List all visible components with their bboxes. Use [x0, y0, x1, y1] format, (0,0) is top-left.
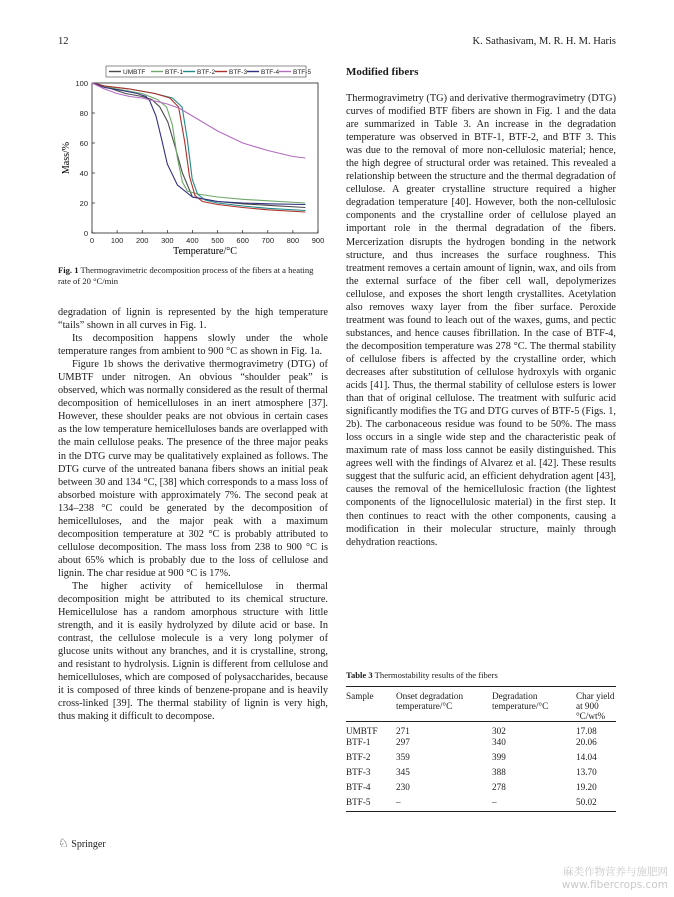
right-column [346, 66, 616, 549]
x-tick-label: 500 [211, 236, 224, 245]
series-line-btf-4 [92, 83, 305, 205]
y-axis-label: Mass/% [61, 141, 72, 175]
table-cell: 50.02 [576, 796, 597, 807]
table-row [346, 767, 616, 782]
right-paragraph-1: Thermogravimetry (TG) and derivative thermogravimetry (DTG) curves of modified BTF fibers are shown in Fig. 1 and the data are summarized in Table 3. An increase in the degradation temperature was observed in BTF-1, BTF-2, and BTF 3. This was due to the removal of more non-cellulosic material; hence, the high degree of structural order was retained. This revealed a relationship between the structure and the thermal degradation of cellulose. A greater crystalline structure required a higher degradation temperature [40]. However, both the non-cellulosic components and the crystalline order of cellulose played an important role in the thermal degradation of the fibers. Mercerization disrupts the hydrogen bonding in the network structure, and thus increases the surface roughness. This treatment removes a certain amount of lignin, wax, and oils from the external surface of the fiber cell wall, depolymerizes cellulose, and exposes the short length crystallites. Acetylation also removes waxy layer from the fiber surface. Peroxide treatment was found to leach out of the waxes, gums, and pectic substances, and hence causes fibrillation. In the case of BTF-4, the decomposition temperature was 278 °C. The thermal stability of cellulose fibers is affected by the crystalline order, which decreases after substitution of cellulose hydroxyls with organic acids [41]. Thus, the thermal stability of cellulose esters is lower than that of original cellulose. The treatment with sulfuric acid significantly modifies the TG and DTG curves of BTF-5 (Figs. 1, 2b). The carbonaceous residue was found to be 50%. The mass loss occurs in a single wide step and the characteristic peak of maximum rate of mass loss cannot be easily distinguished. This agrees well with the findings of Alvarez et al. [42]. These results suggest that the sulfuric acid, an efficient dehydration agent [43], causes the removal of the hemicellulosic fraction (the lightest components of the lignocellulosic material) in the first step. It then continues to react with the other components, causing a modification in their molecular structure, mainly through dehydration reactions. [346, 93, 616, 548]
table3-caption-label: Table 3 [346, 670, 373, 680]
legend-label: UMBTF [123, 69, 146, 76]
publisher-name: Springer [71, 839, 106, 850]
series-line-btf-5 [92, 83, 305, 158]
publisher-footer [58, 836, 106, 851]
fig1-tg-chart [56, 62, 338, 260]
table-header: Char yield at 900 °C/wt% [576, 691, 615, 721]
series-line-btf-1 [92, 83, 305, 203]
y-tick-label: 100 [75, 79, 88, 88]
left-column [58, 306, 328, 724]
table-cell: 271 [396, 726, 410, 736]
table-cell: 399 [492, 751, 506, 762]
table-cell: 19.20 [576, 781, 597, 792]
y-tick-label: 0 [83, 229, 88, 238]
page-number: 12 [58, 36, 69, 47]
table-cell: 388 [492, 766, 506, 777]
left-paragraph-2: Its decomposition happens slowly under the whole temperature ranges from ambient to 900 °C as shown in Fig. 1a. [58, 333, 328, 358]
x-tick-label: 800 [286, 236, 300, 245]
table3-caption-text: Thermostability results of the fibers [372, 670, 498, 680]
table-cell: 302 [492, 726, 506, 736]
legend-label: BTF-4 [261, 69, 280, 76]
x-tick-label: 600 [236, 236, 249, 245]
table-cell: 13.70 [576, 766, 597, 777]
y-tick-label: 80 [79, 109, 88, 118]
table-header: Sample [346, 691, 374, 701]
y-tick-label: 20 [79, 199, 88, 208]
watermark-cn: 麻类作物营养与施肥网 [563, 866, 668, 878]
table-cell: 297 [396, 736, 410, 747]
table-cell: BTF-1 [346, 736, 371, 747]
x-tick-label: 300 [161, 236, 174, 245]
chart-legend [106, 66, 311, 77]
x-tick-label: 900 [311, 236, 325, 245]
table-cell: 14.04 [576, 751, 597, 762]
x-axis-label: Temperature/°C [173, 246, 237, 257]
x-tick-label: 200 [135, 236, 149, 245]
table-header: Degradation temperature/°C [492, 691, 549, 711]
series-line-btf-3 [92, 83, 305, 212]
table-cell: 278 [492, 781, 506, 792]
table-cell: BTF-2 [346, 751, 371, 762]
table-cell: UMBTF [346, 726, 378, 736]
running-header-authors: K. Sathasivam, M. R. H. M. Haris [472, 36, 616, 47]
x-tick-label: 400 [186, 236, 199, 245]
table-row [346, 782, 616, 797]
table-cell: BTF-5 [346, 796, 371, 807]
table3-caption [346, 670, 616, 680]
table-cell: BTF-3 [346, 766, 371, 777]
table-row [346, 797, 616, 812]
table-cell: 345 [396, 766, 410, 777]
legend-label: BTF-5 [293, 69, 312, 76]
figure-caption-text: Thermogravimetric decomposition process of the fibers at a heating rate of 20 °C/min [58, 265, 314, 286]
chart-series [92, 83, 305, 212]
y-tick-label: 60 [79, 139, 88, 148]
table-header: Onset degradation temperature/°C [396, 691, 464, 711]
x-axis-ticks [90, 230, 324, 245]
left-paragraph-4: The higher activity of hemicellulose in thermal decomposition might be attributed to its chemical structure. Hemicellulose has a random amorphous structure with little strength, and it is easily hydrolyzed by dilute acid or base. In contrast, the cellulose molecule is a very long polymer of glucose units without any branches, and it is crystalline, strong, and resistant to hydrolysis. Lignin is different from cellulose and hemicelluloses, which are composed of polysaccharides, because it is composed of three kinds of benzene-propane and is heavily cross-linked [39]. The thermal stability of lignin is very high, thus making it difficult to decompose. [58, 580, 328, 723]
left-paragraph-1: degradation of lignin is represented by the high temperature “tails” shown in all curves in Fig. 1. [58, 307, 328, 332]
section-heading-modified-fibers: Modified fibers [346, 66, 419, 78]
watermark-url: www.fibercrops.com [561, 879, 668, 891]
legend-label: BTF-1 [165, 69, 184, 76]
table-cell: – [396, 796, 401, 807]
table-cell: 359 [396, 751, 410, 762]
table-cell: – [492, 796, 497, 807]
x-tick-label: 100 [110, 236, 124, 245]
x-tick-label: 700 [261, 236, 275, 245]
table-cell: 17.08 [576, 726, 597, 736]
legend-label: BTF-3 [229, 69, 248, 76]
table-row [346, 737, 616, 752]
table3-block [346, 670, 616, 812]
table-row [346, 722, 616, 737]
left-paragraph-3: Figure 1b shows the derivative thermogravimetry (DTG) of UMBTF under nitrogen. An obvious “shoulder peak” is observed, which was normally considered as the result of thermal decomposition of hemicelluloses in an inert atmosphere [37]. However, these shoulder peaks are not obvious in certain cases as the low temperature hemicelluloses bands are overlapped with the main cellulose peaks. The presence of the three major peaks in the DTG curve may be qualitatively explained as follows. The DTG curve of the untreated banana fibers shows an initial peak between 30 and 134 °C, [38] which corresponds to a mass loss of absorbed moisture with approximately 7%. The second peak at 134–238 °C could be generated by the decomposition of hemicelluloses, and the major peak with a maximum decomposition temperature at 302 °C is probably attributed to cellulose decomposition. The mass loss from 238 to 900 °C is about 65% which is probably due to the loss of cellulose and lignin. The char residue at 900 °C is 17%. [58, 359, 328, 579]
springer-logo-icon: ♘ [58, 836, 69, 850]
legend-label: BTF-2 [197, 69, 216, 76]
table-cell: BTF-4 [346, 781, 371, 792]
table-cell: 340 [492, 736, 506, 747]
table-row [346, 752, 616, 767]
series-line-umbtf [92, 83, 305, 208]
figure-caption-label: Fig. 1 [58, 265, 79, 275]
figure-caption [58, 265, 328, 287]
watermark [562, 866, 668, 892]
x-tick-label: 0 [89, 236, 95, 245]
table-cell: 230 [396, 781, 410, 792]
table3 [346, 687, 616, 812]
series-line-btf-2 [92, 83, 305, 211]
y-tick-label: 40 [79, 169, 88, 178]
table-cell: 20.06 [576, 736, 597, 747]
